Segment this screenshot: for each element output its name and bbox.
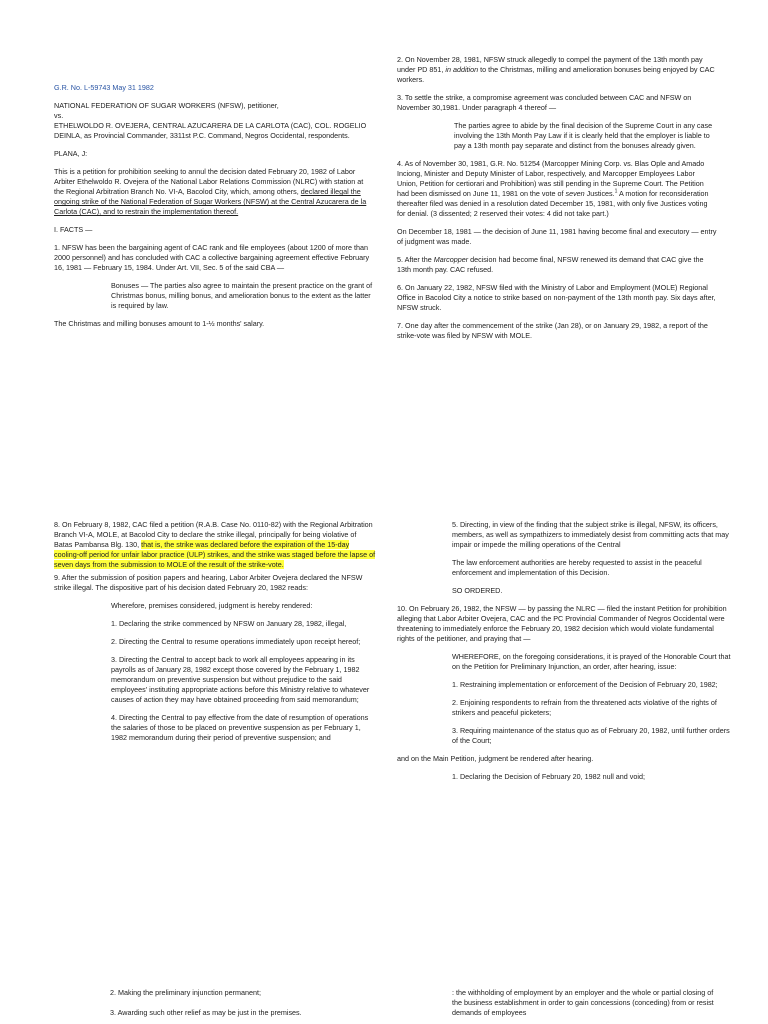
- page-4-body: [397, 520, 732, 782]
- main-3: 3. Awarding such other relief as may be just in the premises.: [110, 1008, 302, 1017]
- gr-number-link[interactable]: G.R. No. L-59743 May 31 1982: [54, 83, 154, 92]
- fact-8-highlight: that is, the strike was declared before the expiration of the 15-day cooling-off period for unfair labor practice (ULP) strikes, and the strike was staged before the lapse of seven days from the submission to MOLE of the result of the strike-vote.: [54, 540, 376, 569]
- fact-5: [397, 255, 717, 275]
- injunction-1: 1. Restraining implementation or enforcement of the Decision of February 20, 1982;: [452, 680, 718, 689]
- facts-heading: I. FACTS —: [54, 225, 93, 234]
- disposition-1: 1. Declaring the strike commenced by NFSW on January 28, 1982, illegal,: [111, 619, 347, 628]
- page-2-body: [397, 55, 717, 341]
- bonuses-quote: Bonuses — The parties also agree to maintain the present practice on the grant of Christmas bonus, milling bonus, and amelioration bonus to the extent as the latter is required by law.: [111, 281, 373, 310]
- disposition-5: 5. Directing, in view of the finding that the subject strike is illegal, NFSW, its officers, members, as well as sympathizers to immediately desist from committing acts that may impair or impede the milling operations of the Central: [452, 520, 729, 549]
- fact-8-text: 8. On February 8, 1982, CAC filed a petition (R.A.B. Case No. 0110-82) with the Regional Arbitration Branch VI-A, MOLE, at Bacolod City to declare the strike illegal, principally for being violative of Batas Pambansa Blg. 130,: [54, 520, 373, 549]
- fact-9: 9. After the submission of position papers and hearing, Labor Arbiter Ovejera declared the NFSW strike illegal. The dispositive part of his decision dated February 20, 1982 reads:: [54, 573, 363, 592]
- petitioner-line: NATIONAL FEDERATION OF SUGAR WORKERS (NFSW), petitioner,: [54, 101, 279, 110]
- prayer-line: WHEREFORE, on the foregoing considerations, it is prayed of the Honorable Court that on the Petition for Preliminary Injunction, an order, after hearing, issue:: [452, 652, 731, 671]
- bonus-amount: The Christmas and milling bonuses amount to 1-½ months' salary.: [54, 319, 265, 328]
- page-3-body: [54, 520, 376, 743]
- injunction-2: 2. Enjoining respondents to refrain from the threatened acts violative of the rights of strikers and peaceful picketers;: [452, 698, 717, 717]
- intro-underlined-text: declared illegal the ongoing strike of the National Federation of Sugar Workers (NFSW) at the Central Azucarera de la Carlota (CAC), and to restrain the implementation thereof.: [54, 187, 367, 216]
- december-18-entry: On December 18, 1981 — the decision of June 11, 1981 having become final and executory — entry of judgment was made.: [397, 227, 717, 246]
- fact-1: 1. NFSW has been the bargaining agent of CAC rank and file employees (about 1200 of more than 2000 personnel) and has concluded with CAC a collective bargaining agreement effective February 16, 1981 — February 15, 1984. Under Art. VII, Sec. 5 of the said CBA —: [54, 243, 370, 272]
- fact-6: 6. On January 22, 1982, NFSW filed with the Ministry of Labor and Employment (MOLE) Regional Office in Bacolod City a notice to strike based on non-payment of the 13th month pay. Six days after, NFSW struck.: [397, 283, 716, 312]
- fact-2: [397, 55, 717, 85]
- main-2: 2. Making the preliminary injunction permanent;: [110, 988, 262, 997]
- main-petition-line: and on the Main Petition, judgment be rendered after hearing.: [397, 754, 594, 763]
- fact-2-text-a: 2. On November 28, 1981, NFSW struck allegedly to compel the payment of the 13th month pay under PD 851,: [397, 55, 703, 74]
- footnote-ref[interactable]: 1: [614, 188, 618, 195]
- respondents-line: ETHELWOLDO R. OVEJERA, CENTRAL AZUCARERA DE LA CARLOTA (CAC), COL. ROGELIO DEINLA, as Provincial Commander, 3311st P.C. Command, Negros Occidental, respondents.: [54, 121, 367, 140]
- page-1: [0, 0, 384, 512]
- disposition-3: 3. Directing the Central to accept back to work all employees appearing in its payrolls as of January 28, 1982 except those covered by the February 1, 1982 memorandum on preventive suspension but without prejudice to the said employees' instituting appropriate actions before this Ministry relative to whatever causes of action they may have obtained proceeding from said memorandum;: [111, 655, 370, 704]
- fact-5-text-a: 5. After the: [397, 255, 434, 264]
- fact-4: [397, 159, 717, 219]
- page-3: [0, 512, 384, 1024]
- fact-4-text-c: A motion for reconsideration thereafter filed was denied in a resolution dated December 15, 1981, with only five Justices voting for denial. (3 dissented; 2 reserved their votes: 4 did not take part.): [397, 189, 709, 218]
- wherefore-line: Wherefore, premises considered, judgment is hereby rendered:: [111, 601, 313, 610]
- main-1: 1. Declaring the Decision of February 20, 1982 null and void;: [452, 772, 645, 781]
- fact-7: 7. One day after the commencement of the strike (Jan 28), or on January 29, 1982, a report of the strike-vote was filed by NFSW with MOLE.: [397, 321, 708, 340]
- so-ordered: SO ORDERED.: [452, 586, 503, 595]
- vs-line: vs.: [54, 111, 64, 120]
- page-4: [384, 512, 768, 1024]
- ponente-line: PLANA, J:: [54, 149, 88, 158]
- page-2: [384, 0, 768, 512]
- fact-5-italic: Marcopper: [433, 255, 469, 264]
- intro-paragraph: [54, 167, 374, 217]
- enforcement-line: The law enforcement authorities are hereby requested to assist in the peaceful enforcement and implementation of this Decision.: [452, 558, 702, 577]
- fact-4-italic: seven: [565, 189, 585, 198]
- fact-2-italic: in addition: [445, 65, 479, 74]
- fact-5-text-b: decision had become final, NFSW renewed its demand that CAC give the 13th month pay. CAC refused.: [397, 255, 704, 274]
- fact-4-text-a: 4. As of November 30, 1981, G.R. No. 51254 (Marcopper Mining Corp. vs. Blas Ople and Amado Inciong, Minister and Deputy Minister of Labor, respectively, and Marcopper Employees Labor Union, Petition for certiorari and Prohibition) was still pending in the Supreme Court. The Petition had been dismissed on June 11, 1981 on the vote of: [397, 159, 705, 198]
- fact-8: [54, 520, 376, 570]
- lockout-definition: : the withholding of employment by an employer and the whole or partial closing of the business establishment in order to gain concessions (conceding) from or resist demands of employees: [452, 988, 714, 1017]
- fact-3: 3. To settle the strike, a compromise agreement was concluded between CAC and NFSW on November 30,1981. Under paragraph 4 thereof —: [397, 93, 692, 112]
- case-caption: [54, 83, 374, 329]
- fact-10: 10. On February 26, 1982, the NFSW — by passing the NLRC — filed the instant Petition for prohibition alleging that Labor Arbiter Ovejera, CAC and the PC Provincial Commander of Negros Occidental were threatening to immediately enforce the February 20, 1982 decision which would violate fundamental rights of the petitioner, and praying that —: [397, 604, 727, 643]
- disposition-2: 2. Directing the Central to resume operations immediately upon receipt hereof;: [111, 637, 361, 646]
- intro-text: This is a petition for prohibition seeking to annul the decision dated February 20, 1982 of Labor Arbiter Ethelwoldo R. Ovejera of the National Labor Relations Commission (NLRC) with station at the Regional Arbitration Branch No. VI-A, Bacolod City, which, among others,: [54, 167, 364, 196]
- compromise-quote: The parties agree to abide by the final decision of the Supreme Court in any case involving the 13th Month Pay Law if it is clearly held that the employer is liable to pay a 13th month pay separate and distinct from the bonuses already given.: [454, 121, 713, 150]
- injunction-3: 3. Requiring maintenance of the status quo as of February 20, 1982, until further orders of the Court;: [452, 726, 730, 745]
- fact-2-text-b: to the Christmas, milling and amelioration bonuses being enjoyed by CAC workers.: [397, 65, 715, 84]
- fact-4-text-b: Justices.: [584, 189, 615, 198]
- disposition-4: 4. Directing the Central to pay effective from the date of resumption of operations the salaries of those to be placed on preventive suspension as per February 1, 1982 memorandum during their period of preventive suspension; and: [111, 713, 369, 742]
